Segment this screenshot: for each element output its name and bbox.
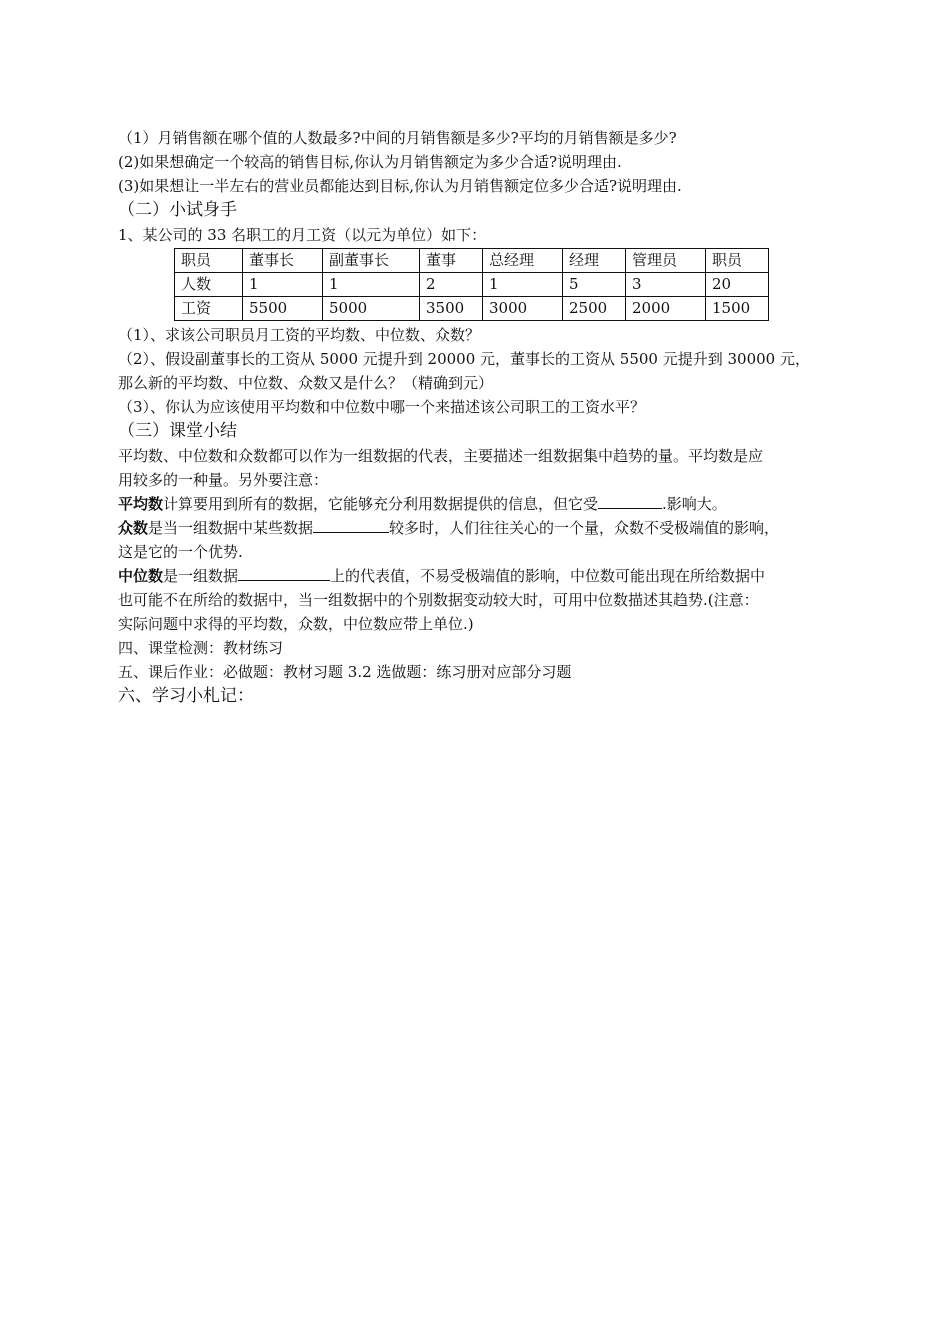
table-cell: 职员 [175, 249, 243, 273]
table-cell: 2 [420, 273, 483, 297]
table-cell: 管理员 [626, 249, 706, 273]
median-note-continued: 也可能不在所给的数据中，当一组数据中的个别数据变动较大时，可用中位数描述其趋势.(注意： [118, 591, 759, 609]
table-cell: 总经理 [483, 249, 563, 273]
mode-note [118, 516, 838, 540]
mean-term: 平均数 [118, 495, 164, 513]
mode-term: 众数 [118, 519, 149, 537]
summary-intro-continued: 用较多的一种量。另外要注意： [118, 471, 329, 489]
mode-text-after: 较多时，人们往往关心的一个量，众数不受极端值的影响， [389, 519, 780, 537]
median-term: 中位数 [118, 567, 164, 585]
table-cell: 职员 [706, 249, 769, 273]
table-cell: 1 [243, 273, 323, 297]
sub-question-3: （3）、你认为应该使用平均数和中位数中哪一个来描述该公司职工的工资水平？ [118, 398, 646, 416]
median-note-continued-2: 实际问题中求得的平均数，众数，中位数应带上单位.) [118, 615, 474, 633]
mean-note [118, 492, 838, 516]
summary-intro: 平均数、中位数和众数都可以作为一组数据的代表，主要描述一组数据集中趋势的量。平均数是应 [118, 447, 764, 465]
question-1: （1）月销售额在哪个值的人数最多?中间的月销售额是多少?平均的月销售额是多少? [118, 129, 677, 147]
worksheet-page [118, 126, 838, 709]
table-cell: 2000 [626, 297, 706, 321]
mode-blank [313, 517, 389, 533]
section-two-heading: （二）小试身手 [118, 200, 237, 220]
table-cell: 3000 [483, 297, 563, 321]
median-text: 是一组数据 [163, 567, 239, 585]
sub-question-2-continued: 那么新的平均数、中位数、众数又是什么？（精确到元） [118, 374, 494, 392]
table-cell: 副董事长 [323, 249, 420, 273]
problem-intro: 1、某公司的 33 名职工的月工资（以元为单位）如下： [118, 226, 487, 244]
table-cell: 人数 [175, 273, 243, 297]
median-blank [238, 565, 330, 581]
table-cell: 经理 [563, 249, 626, 273]
table-cell: 董事 [420, 249, 483, 273]
sub-question-2: （2）、假设副董事长的工资从 5000 元提升到 20000 元，董事长的工资从 5500 元提升到 30000 元， [118, 350, 810, 368]
section-five: 五、课后作业：必做题：教材习题 3.2 选做题：练习册对应部分习题 [118, 663, 572, 681]
median-text-after: 上的代表值，不易受极端值的影响，中位数可能出现在所给数据中 [330, 567, 766, 585]
salary-table [174, 248, 769, 321]
table-row [175, 297, 769, 321]
sub-question-1: （1）、求该公司职员月工资的平均数、中位数、众数？ [118, 326, 481, 344]
mode-note-continued: 这是它的一个优势. [118, 543, 243, 561]
table-cell: 5000 [323, 297, 420, 321]
mean-text: 计算要用到所有的数据，它能够充分利用数据提供的信息，但它受 [163, 495, 599, 513]
table-cell: 工资 [175, 297, 243, 321]
table-row [175, 273, 769, 297]
table-cell: 1 [323, 273, 420, 297]
section-four: 四、课堂检测：教材练习 [118, 639, 284, 657]
table-cell: 3 [626, 273, 706, 297]
table-cell: 董事长 [243, 249, 323, 273]
median-note [118, 564, 838, 588]
table-cell: 5500 [243, 297, 323, 321]
mean-text-after: .影响大。 [662, 495, 727, 513]
table-cell: 3500 [420, 297, 483, 321]
section-three-heading: （三）课堂小结 [118, 421, 237, 441]
table-cell: 20 [706, 273, 769, 297]
table-row [175, 249, 769, 273]
mode-text: 是当一组数据中某些数据 [148, 519, 314, 537]
question-2: (2)如果想确定一个较高的销售目标,你认为月销售额定为多少合适?说明理由. [118, 153, 622, 171]
question-3: (3)如果想让一半左右的营业员都能达到目标,你认为月销售额定位多少合适?说明理由. [118, 177, 682, 195]
mean-blank [598, 493, 662, 509]
table-cell: 1500 [706, 297, 769, 321]
section-six: 六、学习小札记： [118, 686, 254, 706]
table-cell: 2500 [563, 297, 626, 321]
table-cell: 1 [483, 273, 563, 297]
table-cell: 5 [563, 273, 626, 297]
